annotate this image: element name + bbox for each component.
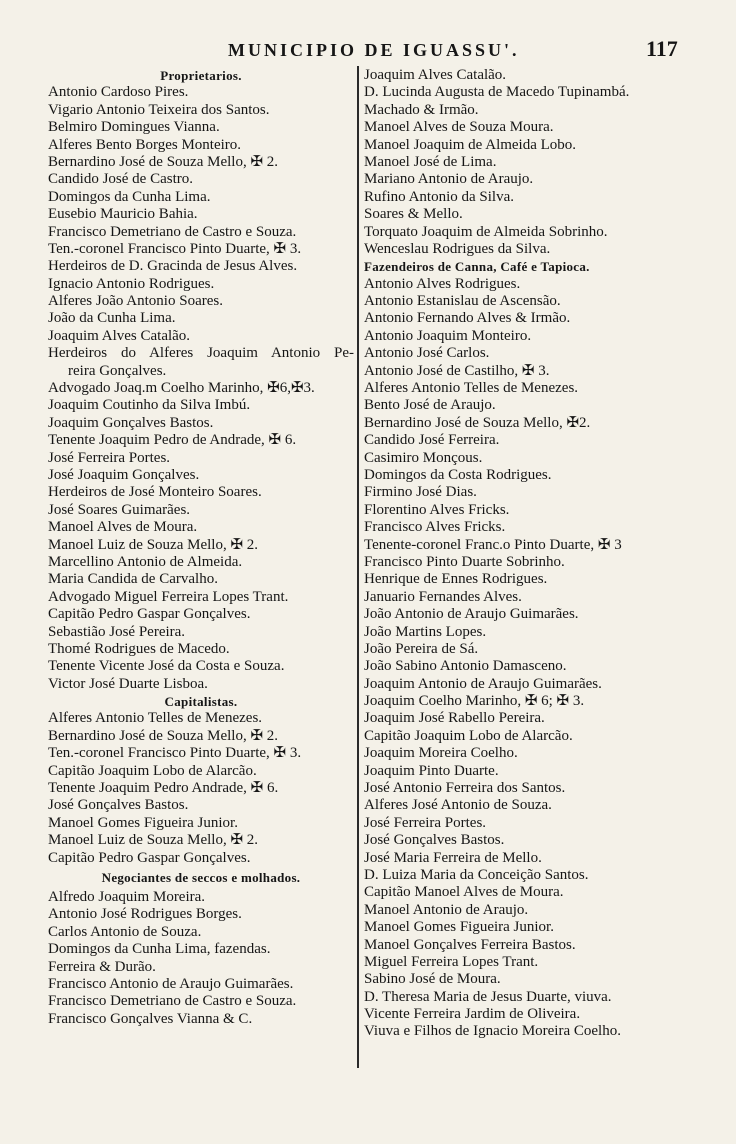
- directory-entry: Tenente Vicente José da Costa e Souza.: [48, 658, 285, 675]
- directory-entry: Antonio Joaquim Monteiro.: [364, 327, 532, 344]
- page-number: 117: [646, 36, 678, 61]
- directory-entry: Joaquim José Rabello Pereira.: [364, 710, 545, 727]
- directory-entry: Manoel Gonçalves Ferreira Bastos.: [364, 936, 576, 953]
- directory-entry: Tenente Joaquim Pedro Andrade, ✠ 6.: [48, 780, 279, 797]
- directory-entry: Ferreira & Durão.: [48, 958, 156, 975]
- directory-entry: João Pereira de Sá.: [364, 640, 479, 657]
- directory-entry: Francisco Gonçalves Vianna & C.: [48, 1010, 253, 1027]
- directory-entry: Manoel José de Lima.: [364, 153, 497, 170]
- directory-entry: Bernardino José de Souza Mello, ✠2.: [364, 414, 591, 431]
- directory-entry: Vigario Antonio Teixeira dos Santos.: [48, 101, 270, 118]
- directory-entry: Mariano Antonio de Araujo.: [364, 171, 534, 188]
- directory-entry: Soares & Mello.: [364, 206, 463, 223]
- directory-entry: Joaquim Alves Catalão.: [48, 327, 191, 344]
- directory-entry: Candido José Ferreira.: [364, 432, 500, 449]
- directory-entry: Wenceslau Rodrigues da Silva.: [364, 240, 551, 257]
- directory-entry: D. Theresa Maria de Jesus Duarte, viuva.: [364, 988, 612, 1005]
- directory-entry: Maria Candida de Carvalho.: [48, 571, 218, 588]
- directory-entry: Francisco Demetriano de Castro e Souza.: [48, 223, 297, 240]
- directory-entry: Januario Fernandes Alves.: [364, 588, 522, 605]
- directory-entry: Torquato Joaquim de Almeida Sobrinho.: [364, 223, 608, 240]
- directory-entry: Herdeiros do Alferes Joaquim Antonio Pe-: [48, 345, 354, 362]
- directory-entry: Antonio Alves Rodrigues.: [364, 275, 521, 292]
- directory-entry: Viuva e Filhos de Ignacio Moreira Coelho.: [364, 1023, 621, 1040]
- directory-entry: Capitão Pedro Gaspar Gonçalves.: [48, 849, 251, 866]
- directory-entry: Herdeiros de José Monteiro Soares.: [48, 484, 262, 501]
- directory-entry: Manoel Luiz de Souza Mello, ✠ 2.: [48, 832, 259, 849]
- directory-entry: João Antonio de Araujo Guimarães.: [364, 606, 579, 623]
- directory-entry: reira Gonçalves.: [68, 362, 167, 379]
- directory-entry: Bernardino José de Souza Mello, ✠ 2.: [48, 727, 279, 744]
- directory-entry: Alferes José Antonio de Souza.: [364, 797, 552, 814]
- directory-entry: Casimiro Monçous.: [364, 449, 483, 466]
- directory-entry: Manoel Joaquim de Almeida Lobo.: [364, 136, 577, 153]
- running-title: MUNICIPIO DE IGUASSU'.: [228, 40, 520, 60]
- directory-entry: Alferes Bento Borges Monteiro.: [48, 136, 242, 153]
- directory-entry: Domingos da Costa Rodrigues.: [364, 466, 552, 483]
- directory-entry: Carlos Antonio de Souza.: [48, 923, 202, 940]
- directory-entry: Florentino Alves Fricks.: [364, 501, 510, 518]
- directory-entry: D. Lucinda Augusta de Macedo Tupinambá.: [364, 84, 630, 101]
- directory-entry: Joaquim Antonio de Araujo Guimarães.: [364, 675, 602, 692]
- directory-entry: Manoel Alves de Souza Moura.: [364, 119, 554, 136]
- directory-entry: José Maria Ferreira de Mello.: [364, 849, 542, 866]
- directory-entry: Domingos da Cunha Lima.: [48, 188, 211, 205]
- section-heading: Fazendeiros de Canna, Café e Tapioca.: [364, 259, 590, 275]
- section-heading: Proprietarios.: [160, 68, 242, 83]
- directory-entry: João Sabino Antonio Damasceno.: [364, 658, 567, 675]
- directory-entry: Alfredo Joaquim Moreira.: [48, 888, 206, 905]
- directory-entry: Ten.-coronel Francisco Pinto Duarte, ✠ 3.: [48, 745, 302, 762]
- directory-entry: Joaquim Moreira Coelho.: [364, 745, 518, 762]
- directory-entry: Eusebio Mauricio Bahia.: [48, 206, 198, 223]
- page-header: [0, 38, 736, 68]
- directory-entry: Manoel Gomes Figueira Junior.: [364, 919, 554, 936]
- directory-entry: Francisco Antonio de Araujo Guimarães.: [48, 975, 294, 992]
- directory-entry: Manoel Antonio de Araujo.: [364, 901, 529, 918]
- directory-entry: Miguel Ferreira Lopes Trant.: [364, 953, 539, 970]
- directory-entry: Joaquim Coelho Marinho, ✠ 6; ✠ 3.: [364, 693, 585, 710]
- directory-entry: Sebastião José Pereira.: [48, 623, 186, 640]
- directory-entry: Antonio José Rodrigues Borges.: [48, 906, 242, 923]
- directory-entry: Ten.-coronel Francisco Pinto Duarte, ✠ 3.: [48, 240, 302, 257]
- directory-entry: Henrique de Ennes Rodrigues.: [364, 571, 548, 588]
- directory-entry: D. Luiza Maria da Conceição Santos.: [364, 866, 589, 883]
- directory-entry: Tenente Joaquim Pedro de Andrade, ✠ 6.: [48, 432, 297, 449]
- directory-entry: Antonio Cardoso Pires.: [48, 84, 189, 101]
- directory-entry: Capitão Joaquim Lobo de Alarcão.: [48, 762, 257, 779]
- directory-entry: Manoel Gomes Figueira Junior.: [48, 814, 238, 831]
- directory-entry: Francisco Pinto Duarte Sobrinho.: [364, 553, 565, 570]
- directory-entry: Alferes João Antonio Soares.: [48, 293, 223, 310]
- right-column: [364, 67, 694, 1041]
- directory-entry: Alferes Antonio Telles de Menezes.: [48, 710, 263, 727]
- directory-entry: Herdeiros de D. Gracinda de Jesus Alves.: [48, 258, 298, 275]
- directory-entry: Capitão Pedro Gaspar Gonçalves.: [48, 606, 251, 623]
- left-column: [48, 67, 354, 1028]
- directory-entry: Antonio José de Castilho, ✠ 3.: [364, 362, 550, 379]
- directory-entry: Joaquim Gonçalves Bastos.: [48, 414, 214, 431]
- directory-entry: Advogado Joaq.m Coelho Marinho, ✠6,✠3.: [48, 380, 315, 397]
- section-heading: Negociantes de seccos e molhados.: [101, 869, 301, 885]
- directory-entry: Vicente Ferreira Jardim de Oliveira.: [364, 1006, 581, 1023]
- directory-entry: João da Cunha Lima.: [48, 310, 176, 327]
- directory-entry: José Ferreira Portes.: [364, 814, 487, 831]
- directory-entry: José Antonio Ferreira dos Santos.: [364, 780, 566, 797]
- directory-entry: Capitão Manoel Alves de Moura.: [364, 884, 564, 901]
- directory-entry: Marcellino Antonio de Almeida.: [48, 553, 243, 570]
- directory-entry: Antonio José Carlos.: [364, 345, 490, 362]
- directory-entry: João Martins Lopes.: [364, 623, 487, 640]
- directory-entry: Victor José Duarte Lisboa.: [48, 675, 208, 692]
- directory-entry: Domingos da Cunha Lima, fazendas.: [48, 941, 271, 958]
- directory-entry: Antonio Fernando Alves & Irmão.: [364, 310, 571, 327]
- directory-entry: Belmiro Domingues Vianna.: [48, 119, 220, 136]
- directory-entry: Tenente-coronel Franc.o Pinto Duarte, ✠ 3: [364, 536, 622, 553]
- directory-entry: Sabino José de Moura.: [364, 971, 501, 988]
- directory-entry: Francisco Alves Fricks.: [364, 519, 506, 536]
- directory-entry: Ignacio Antonio Rodrigues.: [48, 275, 215, 292]
- directory-entry: Firmino José Dias.: [364, 484, 477, 501]
- directory-entry: Manoel Alves de Moura.: [48, 519, 198, 536]
- directory-entry: Candido José de Castro.: [48, 171, 193, 188]
- directory-entry: Bento José de Araujo.: [364, 397, 496, 414]
- directory-entry: Rufino Antonio da Silva.: [364, 188, 514, 205]
- directory-entry: José Gonçalves Bastos.: [364, 832, 505, 849]
- directory-entry: José Soares Guimarães.: [48, 501, 191, 518]
- directory-entry: Joaquim Alves Catalão.: [364, 67, 507, 83]
- directory-entry: Joaquim Pinto Duarte.: [364, 762, 499, 779]
- directory-entry: Bernardino José de Souza Mello, ✠ 2.: [48, 153, 279, 170]
- directory-entry: Advogado Miguel Ferreira Lopes Trant.: [48, 588, 289, 605]
- directory-entry: Alferes Antonio Telles de Menezes.: [364, 380, 579, 397]
- section-heading: Capitalistas.: [164, 694, 238, 710]
- directory-entry: Thomé Rodrigues de Macedo.: [48, 640, 230, 657]
- directory-entry: José Gonçalves Bastos.: [48, 797, 189, 814]
- directory-entry: Joaquim Coutinho da Silva Imbú.: [48, 397, 251, 414]
- directory-entry: Capitão Joaquim Lobo de Alarcão.: [364, 727, 573, 744]
- directory-entry: Antonio Estanislau de Ascensão.: [364, 293, 561, 310]
- directory-entry: Francisco Demetriano de Castro e Souza.: [48, 993, 297, 1010]
- column-divider: [357, 66, 359, 1068]
- directory-entry: José Ferreira Portes.: [48, 449, 171, 466]
- directory-entry: Machado & Irmão.: [364, 101, 479, 118]
- directory-entry: Manoel Luiz de Souza Mello, ✠ 2.: [48, 536, 259, 553]
- directory-entry: José Joaquim Gonçalves.: [48, 466, 200, 483]
